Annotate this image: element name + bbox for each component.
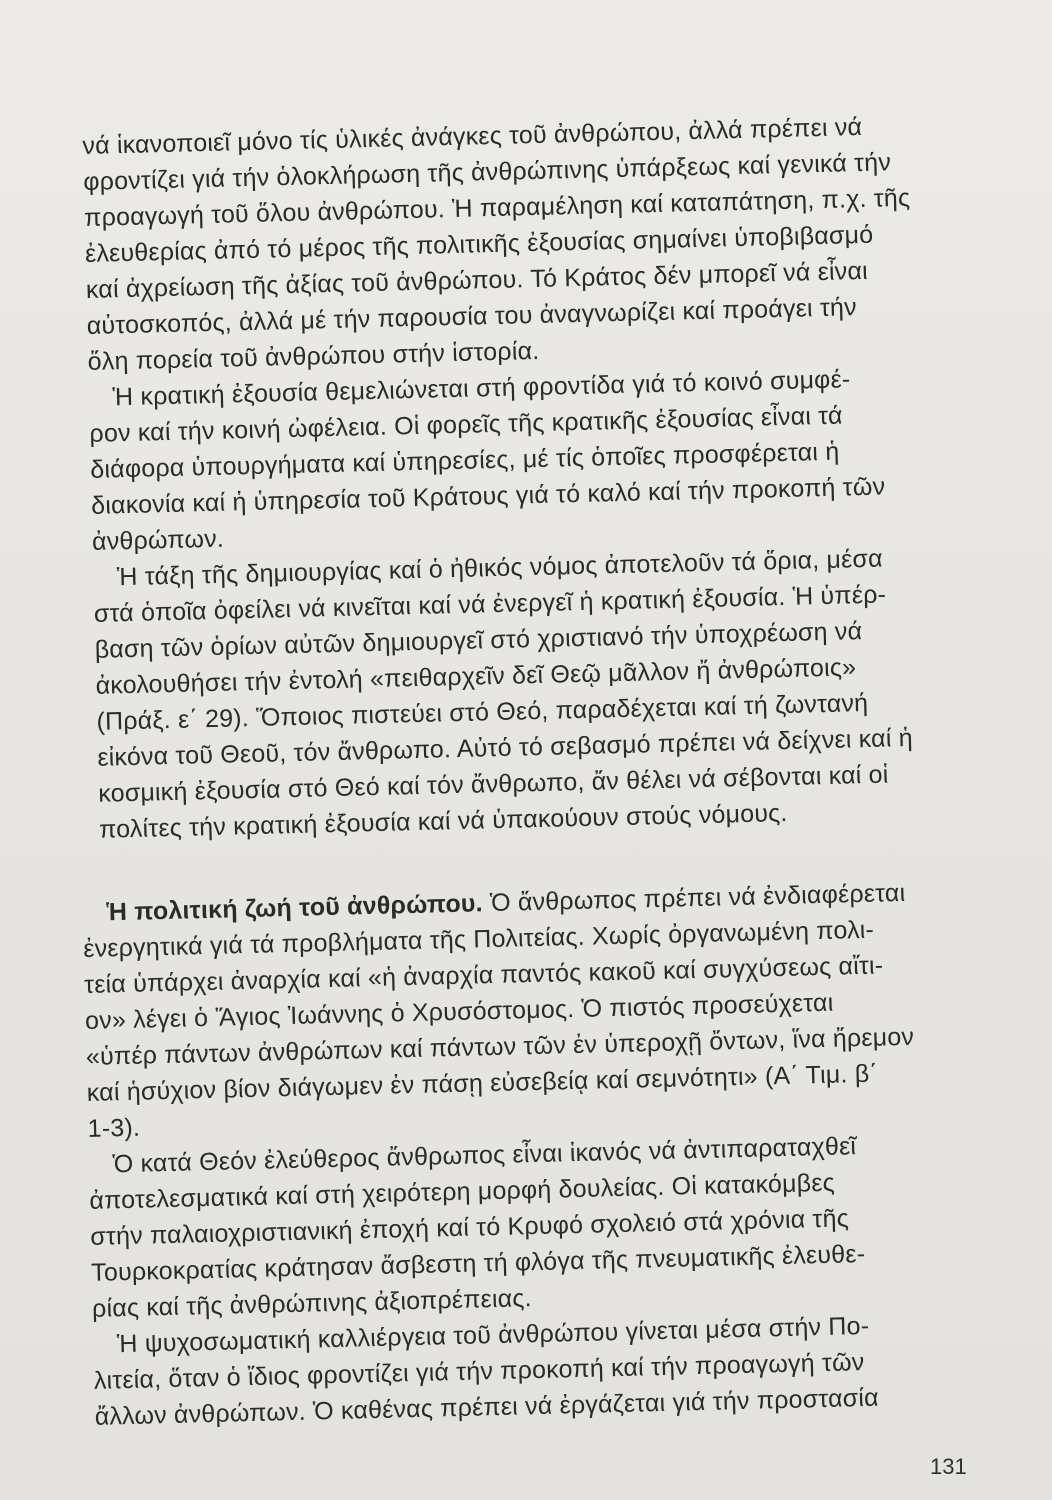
text-line: ἀκολουθήσει τήν ἐντολή «πειθαρχεῖν δεῖ Θεῷ μᾶλλον ἤ ἀνθρώποις» bbox=[95, 653, 857, 700]
text-line: 1-3). bbox=[87, 1113, 141, 1143]
text-line: Τουρκοκρατίας κράτησαν ἄσβεστη τή φλόγα τῆς πνευματικῆς ἐλευθε- bbox=[90, 1239, 866, 1287]
text-line: ρον καί τήν κοινή ὠφέλεια. Οἱ φορεῖς τῆς κρατικῆς ἐξουσίας εἶναι τά bbox=[89, 401, 843, 448]
text-line: Ἡ τάξη τῆς δημιουργίας καί ὁ ἠθικός νόμος ἀποτελοῦν τά ὅρια, μέσα bbox=[116, 544, 884, 592]
text-line: τεία ὑπάρχει ἀναρχία καί «ἡ ἀναρχία παντός κακοῦ καί συγχύσεως αἴτι- bbox=[83, 951, 884, 999]
text-line: στά ὁποῖα ὀφείλει νά κινεῖται καί νά ἐνεργεῖ ἡ κρατική ἐξουσία. Ἡ ὑπέρ- bbox=[93, 580, 887, 628]
text-line: ὅλη πορεία τοῦ ἀνθρώπου στήν ἱστορία. bbox=[87, 336, 540, 376]
text-line: προαγωγή τοῦ ὅλου ἀνθρώπου. Ἡ παραμέληση καί καταπάτηση, π.χ. τῆς bbox=[83, 183, 911, 232]
text-line: βαση τῶν ὁρίων αὐτῶν δημιουργεῖ στό χριστιανό τήν ὑποχρέωση νά bbox=[94, 617, 863, 664]
text-line: λιτεία, ὅταν ὁ ἴδιος φροντίζει γιά τήν προκοπή καί τήν προαγωγή τῶν bbox=[93, 1348, 865, 1395]
text-line: ἀποτελεσματικά καί στή χειρότερη μορφή δουλείας. Οἱ κατακόμβες bbox=[89, 1168, 836, 1215]
text-line: πολίτες τήν κρατική ἐξουσία καί νά ὑπακούουν στούς νόμους. bbox=[98, 798, 788, 844]
text-line: ἀνθρώπων. bbox=[91, 524, 225, 556]
text-line: εἰκόνα τοῦ Θεοῦ, τόν ἄνθρωπο. Αὐτό τό σεβασμό πρέπει νά δείχνει καί ἡ bbox=[97, 723, 914, 772]
text-line: κοσμική ἐξουσία στό Θεό καί τόν ἄνθρωπο, ἄν θέλει νά σέβονται καί οἱ bbox=[97, 760, 889, 808]
text-line: Ἡ κρατική ἐξουσία θεμελιώνεται στή φροντίδα γιά τό κοινό συμφέ- bbox=[112, 365, 851, 412]
text-line: ρίας καί τῆς ἀνθρώπινης ἀξιοπρέπειας. bbox=[91, 1284, 533, 1323]
text-block-lower bbox=[82, 873, 977, 1434]
text-line: Ἡ ψυχοσωματική καλλιέργεια τοῦ ἀνθρώπου γίνεται μέσα στήν Πο- bbox=[116, 1311, 870, 1359]
text-line: διάφορα ὑπουργήματα καί ὑπηρεσίες, μέ τίς ὁποῖες προσφέρεται ἡ bbox=[90, 437, 840, 484]
text-line: (Πράξ. ε΄ 29). Ὅποιος πιστεύει στό Θεό, παραδέχεται καί τή ζωντανή bbox=[96, 688, 869, 736]
heading-continuation: Ὁ ἄνθρωπος πρέπει νά ἐνδιαφέρεται bbox=[482, 878, 906, 918]
text-line: αὐτοσκοπός, ἀλλά μέ τήν παρουσία του ἀναγνωρίζει καί προάγει τήν bbox=[86, 293, 858, 340]
text-line: ἐλευθερίας ἀπό τό μέρος τῆς πολιτικῆς ἐξουσίας σημαίνει ὑποβιβασμό bbox=[84, 220, 874, 268]
text-line: νά ἱκανοποιεῖ μόνο τίς ὑλικές ἀνάγκες τοῦ ἀνθρώπου, ἀλλά πρέπει νά bbox=[82, 112, 863, 160]
text-line: ον» λέγει ὁ Ἅγιος Ἰωάννης ὁ Χρυσόστομος. Ὁ πιστός προσεύχεται bbox=[84, 988, 834, 1035]
text-line: Ὁ κατά Θεόν ἐλεύθερος ἄνθρωπος εἶναι ἱκανός νά ἀντιπαραταχθεῖ bbox=[112, 1132, 857, 1179]
page-number: 131 bbox=[930, 1454, 967, 1479]
text-line: διακονία καί ἡ ὑπηρεσία τοῦ Κράτους γιά τό καλό καί τήν προκοπή τῶν bbox=[90, 472, 886, 520]
text-block-upper bbox=[82, 106, 981, 847]
text-line: καί ἀχρείωση τῆς ἀξίας τοῦ ἀνθρώπου. Τό Κράτος δέν μπορεῖ νά εἶναι bbox=[85, 256, 869, 304]
text-line: στήν παλαιοχριστιανική ἐποχή καί τό Κρυφό σχολειό στά χρόνια τῆς bbox=[90, 1204, 850, 1251]
text-line: καί ἡσύχιον βίον διάγωμεν ἐν πάσῃ εὐσεβείᾳ καί σεμνότητι» (Α΄ Τιμ. β΄ bbox=[86, 1059, 879, 1107]
text-line: ἄλλων ἀνθρώπων. Ὁ καθένας πρέπει νά ἐργάζεται γιά τήν προστασία bbox=[94, 1383, 880, 1431]
text-line: «ὑπέρ πάντων ἀνθρώπων καί πάντων τῶν ἐν ὑπεροχῇ ὄντων, ἵνα ἤρεμον bbox=[85, 1022, 915, 1071]
section-heading: Ἡ πολιτική ζωή τοῦ ἀνθρώπου. bbox=[106, 889, 484, 927]
text-line: ἐνεργητικά γιά τά προβλήματα τῆς Πολιτείας. Χωρίς ὀργανωμένη πολι- bbox=[82, 915, 875, 963]
text-line: φροντίζει γιά τήν ὁλοκλήρωση τῆς ἀνθρώπινης ὑπάρξεως καί γενικά τήν bbox=[82, 148, 892, 196]
